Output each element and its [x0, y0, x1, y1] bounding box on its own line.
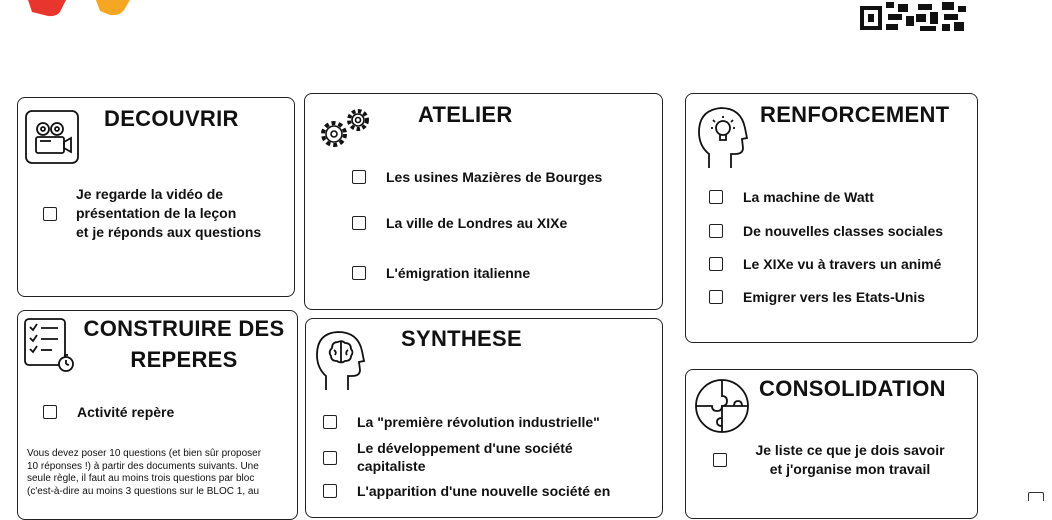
renforcement-item-label: De nouvelles classes sociales [743, 223, 944, 239]
checklist-timer-icon [22, 316, 78, 374]
decouvrir-item [76, 185, 261, 242]
checkbox[interactable] [352, 266, 366, 280]
synthese-item-label: L'apparition d'une nouvelle société en [357, 483, 611, 499]
checkbox[interactable] [323, 484, 337, 498]
renforcement-title: RENFORCEMENT [760, 102, 950, 127]
checkbox[interactable] [709, 257, 723, 271]
renforcement-item[interactable] [709, 255, 941, 273]
synthese-title: SYNTHESE [401, 326, 522, 351]
consolidation-checkbox[interactable] [713, 453, 727, 467]
consolidation-item [740, 441, 960, 479]
instruction-line: (c'est-à-dire au moins 3 questions sur le BLOC 1, au [27, 485, 260, 497]
decouvrir-item-line: et je réponds aux questions [76, 224, 262, 240]
construire-title-line: REPERES [130, 347, 238, 372]
checkbox[interactable] [323, 415, 337, 429]
atelier-item-label: La ville de Londres au XIXe [386, 215, 568, 231]
checkbox[interactable] [352, 216, 366, 230]
logo-icon [28, 0, 138, 18]
renforcement-item-label: Le XIXe vu à travers un animé [743, 256, 942, 272]
checkbox[interactable] [709, 224, 723, 238]
renforcement-item[interactable] [709, 188, 874, 206]
decouvrir-item-line: Je regarde la vidéo de [76, 186, 224, 202]
instruction-line: seule règle, il faut au moins trois questions par bloc [27, 473, 255, 484]
checkbox[interactable] [43, 405, 57, 419]
renforcement-item-label: La machine de Watt [743, 189, 874, 205]
decouvrir-item-line: présentation de la leçon [76, 205, 237, 221]
renforcement-item[interactable] [709, 288, 925, 306]
checkbox[interactable] [352, 170, 366, 184]
synthese-item-label [357, 439, 573, 475]
synthese-item-line: Le développement d'une société [357, 440, 573, 456]
construire-item-label: Activité repère [77, 404, 175, 420]
synthese-item-label: La "première révolution industrielle" [357, 414, 600, 430]
atelier-item[interactable] [352, 214, 567, 232]
decouvrir-checkbox[interactable] [43, 207, 57, 221]
renforcement-item[interactable] [709, 222, 943, 240]
synthese-item[interactable] [323, 482, 610, 500]
atelier-item-label: Les usines Mazières de Bourges [386, 169, 603, 185]
qr-code-icon [858, 0, 970, 34]
synthese-item[interactable] [323, 413, 600, 431]
construire-title [78, 313, 290, 375]
renforcement-item-label: Emigrer vers les Etats-Unis [743, 289, 926, 305]
consolidation-item-line: Je liste ce que je dois savoir [755, 442, 945, 458]
checkbox[interactable] [709, 290, 723, 304]
construire-item[interactable] [43, 403, 174, 421]
atelier-title: ATELIER [418, 102, 513, 127]
puzzle-icon [694, 378, 750, 434]
instruction-line: 10 réponses !) à partir des documents suivants. Une [27, 460, 259, 472]
gears-icon [316, 104, 376, 154]
instruction-line: Vous devez poser 10 questions (et bien sûr proposer [27, 448, 262, 459]
synthese-checkbox[interactable] [323, 451, 337, 465]
consolidation-item-line: et j'organise mon travail [769, 461, 931, 477]
atelier-item-label: L'émigration italienne [386, 265, 531, 281]
atelier-item[interactable] [352, 264, 530, 282]
video-camera-icon [25, 110, 79, 164]
atelier-item[interactable] [352, 168, 602, 186]
decouvrir-title: DECOUVRIR [104, 106, 239, 131]
consolidation-title: CONSOLIDATION [759, 376, 946, 401]
construire-instructions [27, 448, 292, 498]
checkbox[interactable] [709, 190, 723, 204]
construire-title-line: CONSTRUIRE DES [83, 316, 285, 341]
head-brain-icon [314, 328, 366, 392]
synthese-item-line: capitaliste [357, 458, 426, 474]
head-lightbulb-icon [695, 104, 749, 170]
